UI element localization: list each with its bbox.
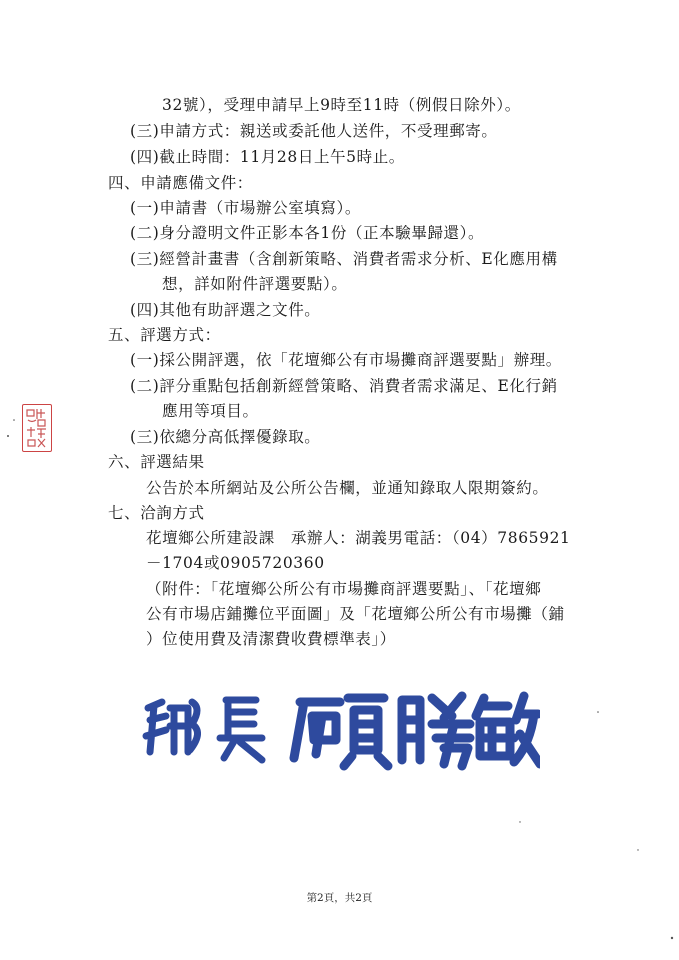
text-line: (二)評分重點包括創新經營策略、消費者需求滿足、E化行銷: [130, 377, 558, 395]
text-line: 應用等項目。: [162, 402, 259, 420]
text-line: (四)截止時間：11月28日上午5時止。: [130, 148, 405, 166]
text-line: (三)經營計畫書（含創新策略、消費者需求分析、E化應用構: [130, 250, 558, 268]
signature: [140, 686, 540, 776]
text-line: (三)依總分高低擇優錄取。: [130, 428, 321, 446]
page-footer: 第2頁，共2頁: [306, 892, 373, 904]
attachment-line: （附件：「花壇鄉公所公有市場攤商評選要點」、「花壇鄉: [146, 580, 542, 598]
text-line: (二)身分證明文件正影本各1份（正本驗畢歸還）。: [130, 224, 485, 242]
section-heading: 七、洽詢方式: [108, 504, 205, 522]
text-line: (四)其他有助評選之文件。: [130, 301, 321, 319]
contact-line: －1704或0905720360: [146, 554, 325, 572]
contact-line: 花壇鄉公所建設課 承辦人：湖義男電話：（04）7865921: [146, 529, 571, 547]
text-line: 公告於本所網站及公所公告欄，並通知錄取人限期簽約。: [146, 479, 549, 497]
attachment-line: 公有市場店鋪攤位平面圖」及「花壇鄉公所公有市場攤（鋪: [146, 605, 565, 623]
section-heading: 四、申請應備文件：: [108, 174, 253, 192]
text-line: (一)採公開評選，依「花壇鄉公有市場攤商評選要點」辦理。: [130, 351, 562, 369]
text-line: (三)申請方式：親送或委託他人送件，不受理郵寄。: [130, 122, 498, 140]
section-heading: 六、評選結果: [108, 453, 205, 471]
text-line: 32號），受理申請早上9時至11時（例假日除外）。: [162, 96, 521, 114]
text-line: (一)申請書（市場辦公室填寫）。: [130, 199, 361, 217]
text-line: 想，詳如附件評選要點）。: [162, 275, 348, 293]
section-heading: 五、評選方式：: [108, 326, 221, 344]
seal-stamp: [22, 404, 52, 452]
attachment-line: ）位使用費及清潔費收費標準表」）: [146, 630, 396, 648]
